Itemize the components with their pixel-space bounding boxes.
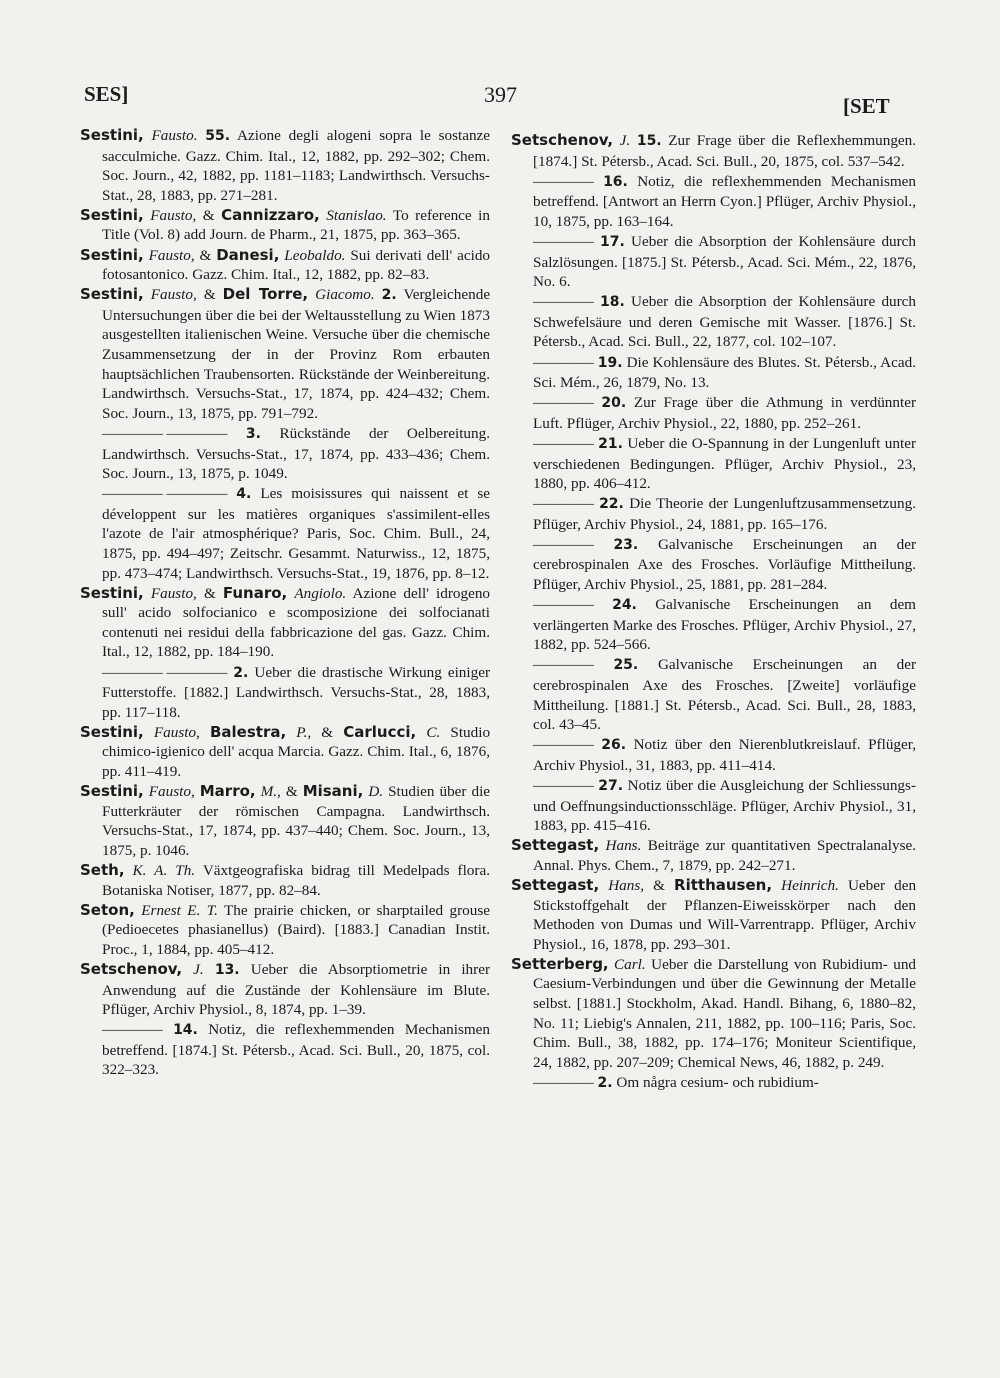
coauthor-name: Funaro, — [222, 583, 288, 602]
author-name: Settegast, — [511, 875, 600, 894]
entry-text: Rückstände der Oelbereitung. Landwirthsch. Versuchs-Stat., 17, 1874, pp. 433–436; Chem. Soc. Journ., 13, 1875, p. 1049. — [102, 424, 490, 483]
entry-number: 16. — [603, 173, 628, 190]
entry-text: Om några cesium- och rubidium- — [616, 1073, 819, 1091]
entry-number: 2. — [233, 664, 249, 681]
entry-text: Azione dell' idrogeno sull' acido solfocianico e scomposizione dei solfocianati contenuti nei residui della fabbricazione del gas. Gazz. Chim. Ital., 12, 1882, pp. 184–190. — [102, 584, 491, 661]
entry-number: 17. — [599, 233, 625, 250]
coauthor-name: Danesi, — [216, 245, 280, 264]
entry-text: Notiz, die reflexhemmenden Mechanismen betreffend. [1874.] St. Pétersb., Acad. Sci. Bull., 20, 1875, col. 322–323. — [102, 1021, 491, 1079]
author-name: Seton, — [80, 900, 135, 919]
page-number: 397 — [484, 82, 517, 107]
entry-number: 2. — [381, 287, 397, 304]
author-name: Sestini, — [80, 245, 144, 264]
entry-text: Die Theorie der Lungenluftzusammensetzung. Pflüger, Archiv Physiol., 24, 1881, pp. 165–176. — [533, 495, 917, 533]
coauthor-given-name: P., — [296, 723, 312, 741]
entry-number: 14. — [173, 1022, 198, 1039]
author-name: Sestini, — [80, 205, 144, 224]
bibliography-entry — [80, 782, 490, 860]
entry-text: Notiz, die reflexhemmenden Mechanismen betreffend. [Antwort an Herrn Cyon.] Pflüger, Archiv Physiol., 10, 1875, pp. 163–164. — [533, 172, 917, 230]
entry-number: 55. — [205, 128, 231, 144]
entry-text: Ueber die Darstellung von Rubidium- und Caesium-Verbindungen und über die Gewinnung der Metalle selbst. [1881.] Stockholm, Akad. Handl. Bihang, 6, 1880–82, No. 11; Liebig's Annalen, 211, 1882, pp. 100–116; Paris, Soc. Chim. Bull., 38, 1882, pp. 174–176; Moniteur Scientifique, 24, 1882, pp. 207–209; Chemical News, 46, 1882, p. 249. — [533, 955, 917, 1071]
coauthor-given-name: Heinrich. — [781, 876, 839, 894]
entry-text: Studio chimico-igienico dell' acqua Marcia. Gazz. Chim. Ital., 6, 1876, pp. 411–419. — [102, 723, 491, 780]
author-given-name: Hans, — [608, 876, 645, 894]
entry-number: 23. — [613, 536, 639, 553]
entry-text: Beiträge zur quantitativen Spectralanalyse. Annal. Phys. Chem., 7, 1879, pp. 242–271. — [533, 837, 917, 874]
author-given-name: Carl. — [614, 955, 646, 973]
ditto-dash: ———— — [533, 596, 594, 614]
bibliography-entry — [511, 292, 916, 352]
entry-text: Ueber den Stickstoffgehalt der Pflanzen-Eiweisskörper nach den Methoden von Dumas und Will-Varrentrapp. Pflüger, Archiv Physiol., 16, 1878, pp. 293–301. — [533, 876, 917, 953]
entry-text: Notiz über die Ausgleichung der Schliessungs- und Oeffnungsinductionsschläge. Pflüger, Archiv Physiol., 31, 1883, pp. 415–416. — [533, 777, 916, 835]
entry-text: Sui derivati dell' acido fotosantonico. Gazz. Chim. Ital., 12, 1882, pp. 82–83. — [102, 246, 491, 284]
entry-text: The prairie chicken, or sharptailed grouse (Pedioecetes phasianellus) (Baird). [1883.] Canadian Instit. Proc., 1, 1884, pp. 405–412. — [102, 901, 491, 958]
ditto-dash: ———— — [533, 777, 594, 794]
bibliography-entry — [511, 955, 916, 1073]
entry-number: 20. — [601, 395, 627, 412]
entry-text: Les moisissures qui naissent et se développent sur les matières organiques s'assimilent-elles l'azote de l'air atmosphérique? Paris, Soc. Chim. Bull., 24, 1875, pp. 494–497; Zeitschr. Gesammt. Naturwiss., 12, 1875, pp. 473–474; Landwirthsch. Versuchs-Stat., 19, 1876, pp. 8–12. — [102, 485, 490, 582]
bibliography-entry — [511, 353, 916, 393]
author-given-name: J. — [619, 132, 631, 149]
author-given-name: Fausto, — [148, 783, 195, 801]
entry-number: 22. — [599, 496, 624, 513]
coauthor-name: Ritthausen, — [674, 875, 773, 894]
author-name: Settegast, — [511, 836, 600, 855]
coauthor-given-name: Stanislao. — [326, 206, 387, 224]
author-name: Sestini, — [80, 126, 144, 144]
ditto-dash: ———— — [533, 1073, 594, 1091]
bibliography-entry — [80, 424, 490, 484]
bibliography-entry — [80, 663, 490, 723]
bibliography-entry — [511, 735, 916, 775]
author-name: Setschenov, — [511, 131, 614, 149]
bibliography-entry — [80, 861, 490, 900]
ditto-dash: ———— — [533, 353, 594, 371]
entry-number: 3. — [245, 425, 261, 442]
bibliography-entry — [511, 836, 916, 875]
entry-number: 19. — [597, 354, 623, 371]
bibliography-entry — [511, 393, 916, 433]
entry-text: Zur Frage über die Athmung in verdünnter Luft. Pflüger, Archiv Physiol., 22, 1880, pp. 252–261. — [533, 394, 916, 432]
author-given-name: Ernest E. T. — [141, 901, 218, 919]
author-given-name: J. — [193, 960, 204, 978]
running-header-right: [SET — [843, 94, 890, 118]
entry-text: Galvanische Erscheinungen an der cerebrospinalen Axe des Frosches. [Zweite] vorläufige Mittheilung. [1881.] St. Pétersb., Acad. Sci. Bull., 28, 1883, col. 43–45. — [533, 656, 917, 734]
entry-number: 18. — [599, 294, 625, 311]
coauthor-given-name: C. — [426, 723, 441, 741]
bibliography-entry — [511, 776, 916, 836]
bibliography-entry — [80, 484, 490, 583]
entry-text: Vergleichende Untersuchungen über die bei der Weltausstellung zu Wien 1873 ausgestellten italienischen Weine. Versuche über die chemische Zusammensetzung der in der Provinz Rom erbauten hauptsächlichen Traubensorten. Rückstände der Weinbereitung. Landwirthsch. Versuchs-Stat., 17, 1874, pp. 424–432; Chem. Soc. Journ., 13, 1875, pp. 791–792. — [102, 286, 491, 422]
bibliography-entry — [80, 901, 490, 960]
bibliography-entry — [80, 960, 490, 1020]
author-name: Seth, — [80, 860, 125, 879]
running-header-left: SES] — [84, 82, 129, 106]
entry-number: 21. — [598, 435, 623, 452]
entry-number: 27. — [598, 778, 624, 794]
entry-text: Zur Frage über die Reflexhemmungen. [1874.] St. Pétersb., Acad. Sci. Bull., 20, 1875, col. 537–542. — [533, 132, 917, 170]
author-name: Sestini, — [80, 782, 144, 801]
conjunction: & — [203, 286, 216, 304]
conjunction: & — [203, 584, 216, 602]
entry-number: 13. — [214, 961, 240, 978]
coauthor-name: Marro, — [199, 782, 256, 801]
coauthor-name: Cannizzaro, — [221, 205, 320, 224]
author-given-name: Fausto, — [148, 246, 195, 264]
bibliography-entry — [511, 655, 916, 734]
ditto-dash: ———— — [533, 293, 594, 311]
right-column — [511, 131, 916, 1094]
author-name: Sestini, — [80, 583, 144, 602]
entry-number: 25. — [613, 657, 639, 674]
ditto-dash: ———— — [102, 1021, 163, 1039]
coauthor-name: Balestra, — [209, 722, 287, 741]
author-given-name: Fausto, — [150, 286, 197, 304]
ditto-dash: ———— — [533, 535, 594, 553]
bibliography-entry — [80, 723, 490, 782]
ditto-dash: ———— ———— — [102, 485, 228, 503]
bibliography-entry — [511, 595, 916, 655]
bibliography-entry — [511, 876, 916, 954]
bibliography-entry — [511, 434, 916, 494]
bibliography-entry — [80, 206, 490, 245]
coauthor-given-name: M., — [260, 783, 281, 801]
coauthor-name: Carlucci, — [343, 722, 417, 741]
coauthor-given-name: Leobaldo. — [284, 246, 346, 264]
entry-text: Växtgeografiska bidrag till Medelpads flora. Botaniska Notiser, 1877, pp. 82–84. — [102, 861, 490, 899]
ditto-dash: ———— — [533, 172, 594, 190]
ditto-dash: ———— — [533, 736, 594, 754]
entry-number: 2. — [597, 1074, 613, 1091]
bibliography-entry — [511, 172, 916, 232]
ditto-dash: ———— ———— — [102, 663, 228, 681]
bibliography-entry — [80, 1020, 490, 1080]
bibliography-entry — [80, 285, 490, 423]
conjunction: & — [199, 246, 212, 264]
author-given-name: Fausto, — [150, 584, 197, 602]
ditto-dash: ———— — [533, 394, 594, 412]
conjunction: & — [285, 783, 298, 801]
entry-text: To reference in Title (Vol. 8) add Journ. de Pharm., 21, 1875, pp. 363–365. — [102, 206, 490, 244]
entry-text: Ueber die O-Spannung in der Lungenluft unter verschiedenen Bedingungen. Pflüger, Archiv Physiol., 23, 1880, pp. 406–412. — [533, 434, 917, 493]
left-column — [80, 126, 490, 1081]
author-given-name: Fausto, — [150, 206, 197, 224]
entry-text: Ueber die Absorption der Kohlensäure durch Salzlösungen. [1875.] St. Pétersb., Acad. Sci. Mém., 22, 1876, No. 6. — [533, 232, 917, 291]
ditto-dash: ———— ———— — [102, 424, 228, 442]
entry-text: Azione degli alogeni sopra le sostanze sacculmiche. Gazz. Chim. Ital., 12, 1882, pp. 292–302; Chem. Soc. Journ., 42, 1882, pp. 1181–1183; Landwirthsch. Versuchs-Stat., 28, 1883, pp. 271–281. — [102, 127, 491, 204]
entry-text: Notiz über den Nierenblutkreislauf. Pflüger, Archiv Physiol., 31, 1883, pp. 411–414. — [533, 736, 916, 774]
author-given-name: Hans. — [605, 837, 642, 855]
conjunction: & — [321, 723, 334, 741]
entry-text: Galvanische Erscheinungen an dem verlängerten Marke des Frosches. Pflüger, Archiv Physiol., 27, 1882, pp. 524–566. — [533, 596, 916, 654]
entry-number: 24. — [612, 597, 637, 614]
author-name: Sestini, — [80, 285, 144, 304]
ditto-dash: ———— — [533, 495, 594, 513]
coauthor-given-name: D. — [368, 783, 384, 801]
bibliography-entry — [511, 1073, 916, 1094]
ditto-dash: ———— — [533, 434, 594, 452]
entry-number: 4. — [236, 486, 252, 503]
author-name: Setterberg, — [511, 954, 609, 973]
coauthor-name: Del Torre, — [222, 285, 309, 304]
bibliography-entry — [80, 584, 490, 662]
bibliography-entry — [511, 232, 916, 292]
conjunction: & — [653, 876, 665, 894]
bibliography-entry — [511, 131, 916, 171]
entry-number: 15. — [636, 133, 662, 149]
coauthor-given-name: Giacomo. — [315, 286, 375, 304]
author-name: Setschenov, — [80, 959, 183, 978]
ditto-dash: ———— — [533, 656, 594, 674]
entry-text: Ueber die drastische Wirkung einiger Futterstoffe. [1882.] Landwirthsch. Versuchs-Stat., 28, 1883, pp. 117–118. — [102, 663, 491, 721]
ditto-dash: ———— — [533, 232, 594, 250]
entry-text: Galvanische Erscheinungen an der cerebrospinalen Axe des Frosches. Vorläufige Mittheilung. Pflüger, Archiv Physiol., 25, 1881, pp. 281–284. — [533, 535, 917, 594]
entry-text: Studien über die Futterkräuter der römischen Campagna. Landwirthsch. Versuchs-Stat., 17, 1874, pp. 437–440; Chem. Soc. Journ., 13, 1875, p. 1046. — [102, 783, 491, 859]
entry-text: Ueber die Absorption der Kohlensäure durch Schwefelsäure und deren Gemische mit Wasser. [1876.] St. Pétersb., Acad. Sci. Bull., 22, 1877, col. 102–107. — [533, 293, 917, 351]
entry-text: Ueber die Absorptiometrie in ihrer Anwendung auf die Zustände der Kohlensäure im Blute. Pflüger, Archiv Physiol., 8, 1874, pp. 1–39. — [102, 960, 491, 1019]
entry-number: 26. — [601, 737, 627, 754]
author-given-name: K. A. Th. — [132, 861, 196, 879]
bibliography-entry — [511, 535, 916, 595]
conjunction: & — [202, 206, 215, 224]
coauthor-given-name: Angiolo. — [294, 584, 347, 602]
entry-text: Die Kohlensäure des Blutes. St. Pétersb., Acad. Sci. Mém., 26, 1879, No. 13. — [533, 353, 916, 392]
coauthor-name: Misani, — [302, 782, 364, 801]
bibliography-entry — [80, 126, 490, 205]
author-name: Sestini, — [80, 722, 144, 741]
author-given-name: Fausto. — [151, 127, 198, 144]
bibliography-entry — [80, 246, 490, 285]
author-given-name: Fausto, — [153, 723, 200, 741]
bibliography-entry — [511, 494, 916, 534]
